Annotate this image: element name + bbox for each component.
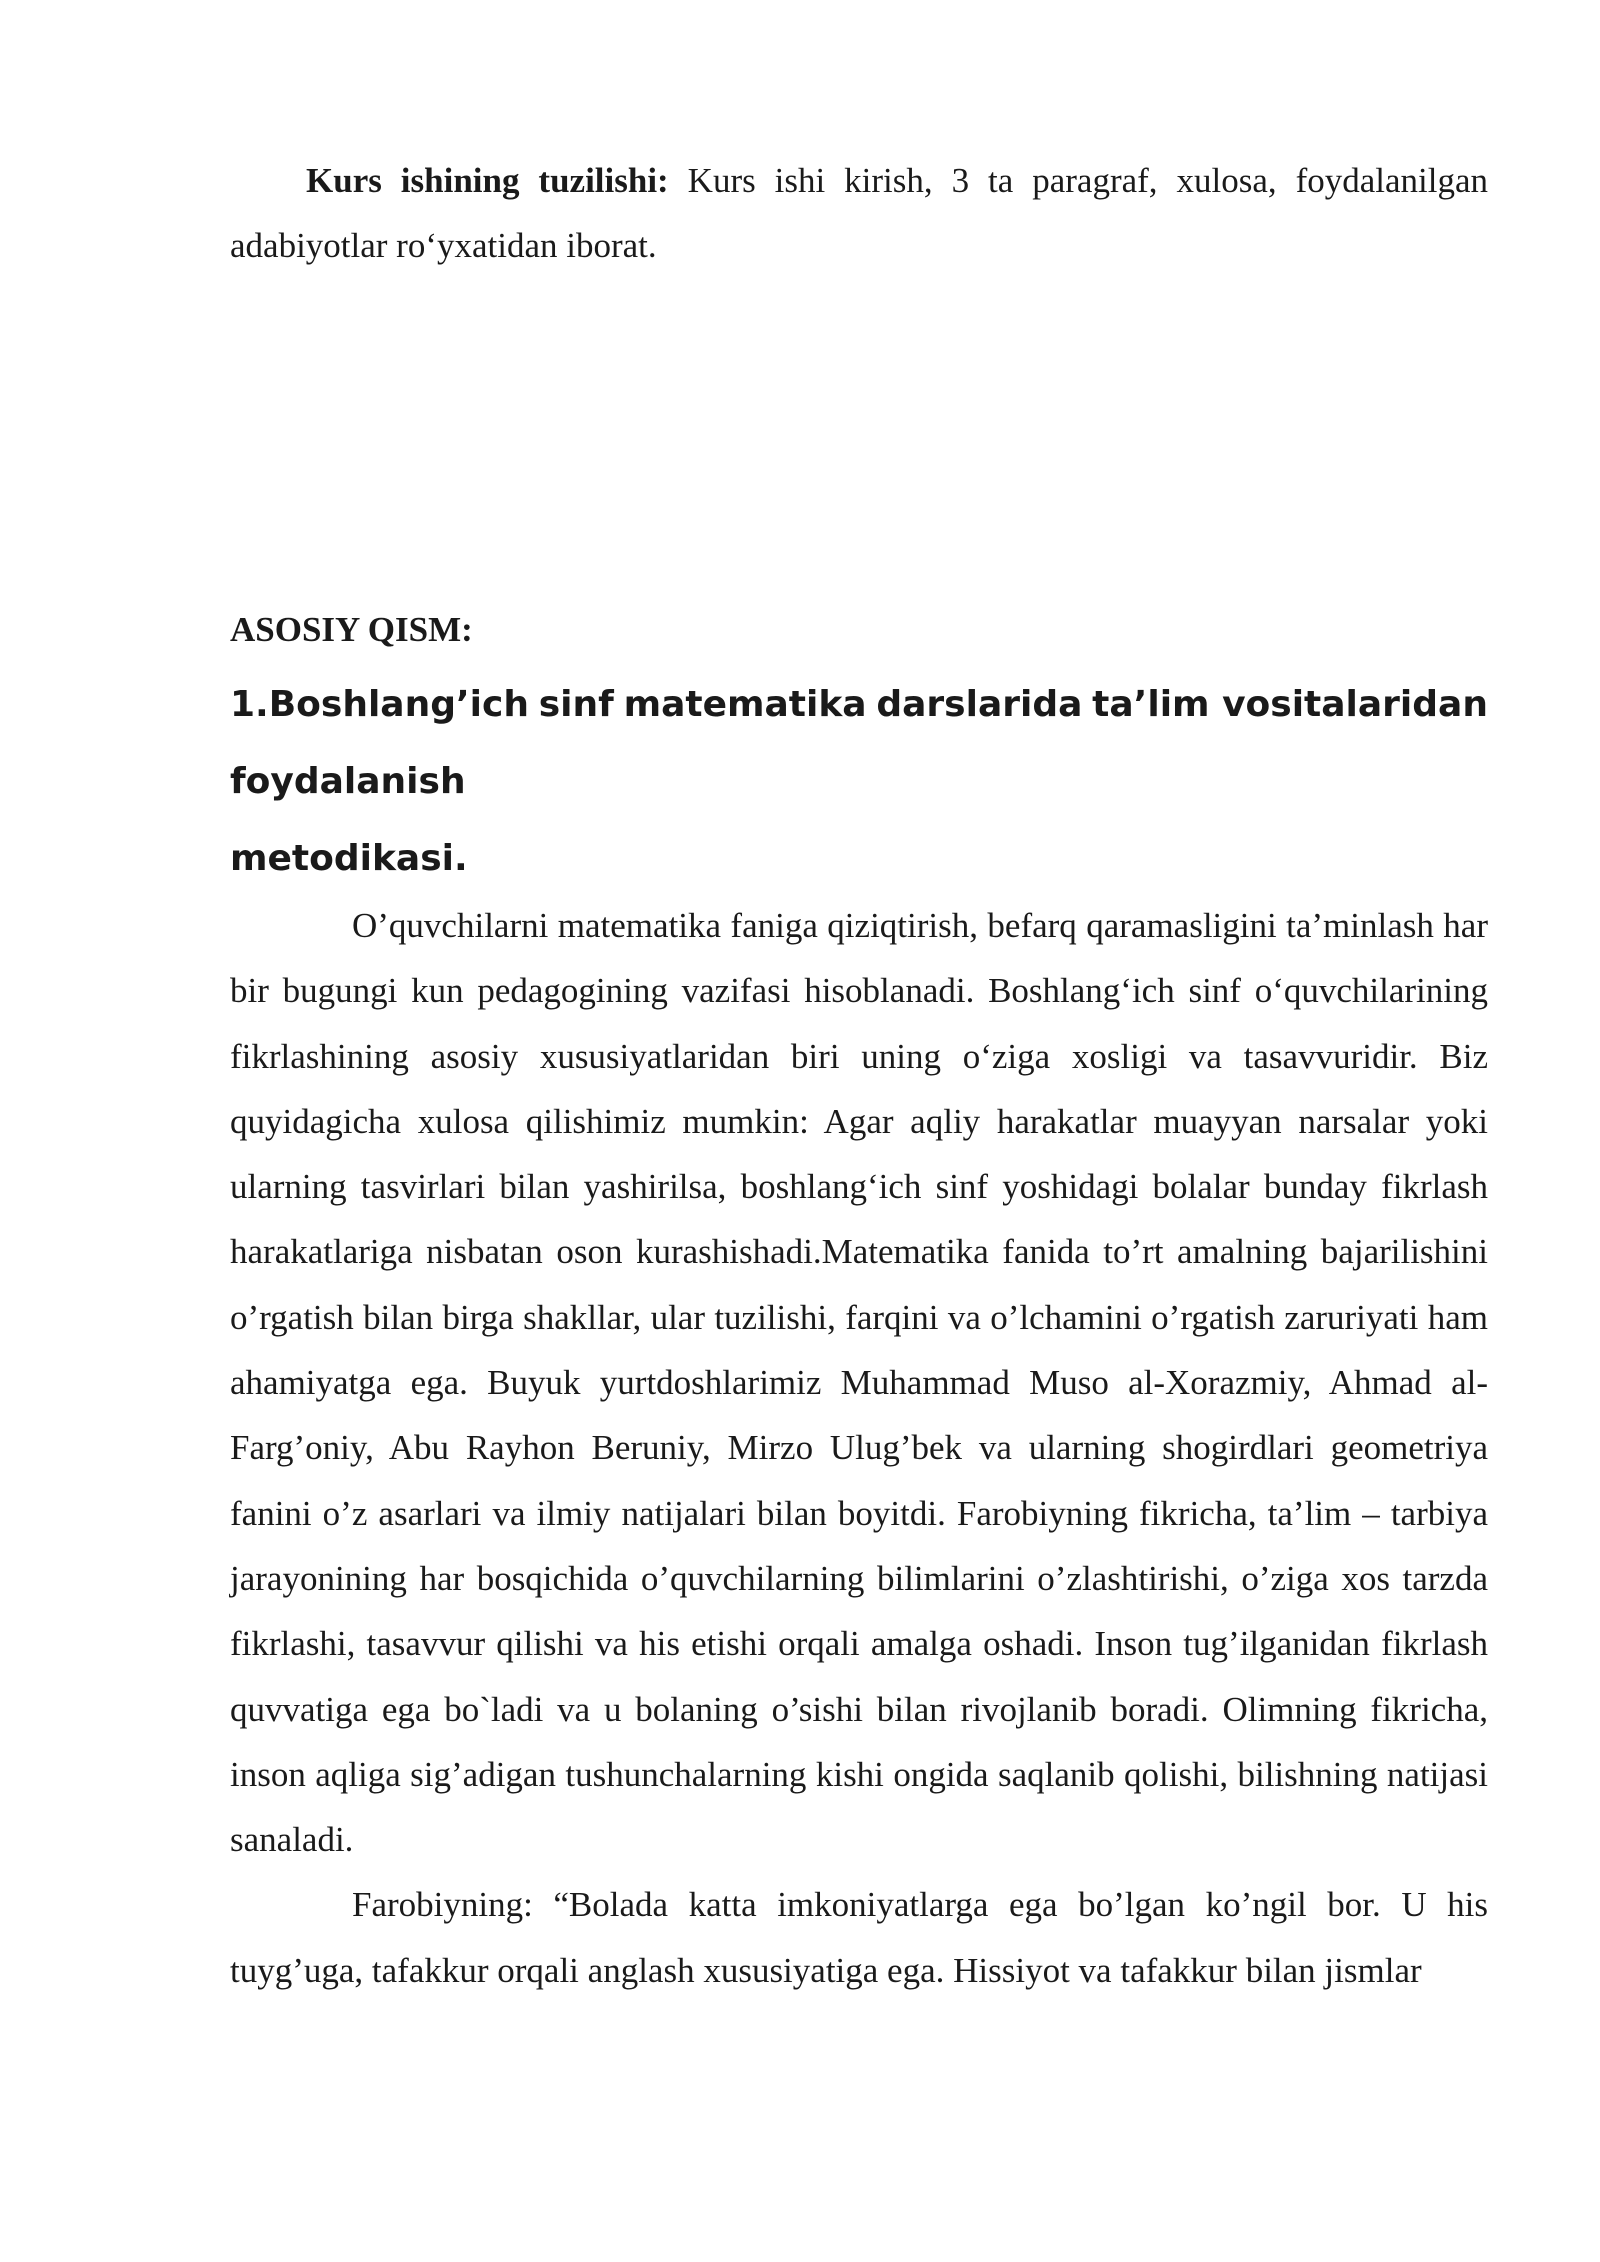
body-paragraph: Farobiyning: “Bolada katta imkoniyatlarga ega bo’lgan ko’ngil bor. U his tuyg’uga, tafakkur orqali anglash xususiyatiga ega. Hissiyot va tafakkur bilan jismlar: [230, 1885, 1488, 1990]
intro-lead: Kurs ishining tuzilishi:: [306, 161, 669, 200]
title-word: sinf: [538, 684, 614, 725]
title-word: 1.Boshlang’ich: [230, 684, 529, 725]
body-text: [230, 893, 1488, 2003]
section-title-line-2: foydalanish: [230, 761, 466, 802]
intro-text: Kurs ishi kirish, 3 ta paragraf, xulosa, foydalanilgan adabiyotlar ro‘yxatidan iborat.: [230, 161, 1489, 266]
section-title-line-3: metodikasi.: [230, 838, 468, 879]
title-word: ta’lim vositalaridan: [1092, 684, 1488, 725]
section-label: ASOSIY QISM:: [230, 610, 473, 649]
body-paragraph: O’quvchilarni matematika faniga qiziqtirish, befarq qaramasligini ta’minlash har bir bugungi kun pedagogining vazifasi hisoblanadi. Boshlang‘ich sinf o‘quvchilarining fikrlashining asosiy xususiyatlaridan biri uning o‘ziga xosligi va tasavvuridir. Biz quyidagicha xulosa qilishimiz mumkin: Agar aqliy harakatlar muayyan narsalar yoki ularning tasvirlari bilan yashirilsa, boshlang‘ich sinf yoshidagi bolalar bunday fikrlash harakatlariga nisbatan oson kurashishadi.Matematika fanida to’rt amalning bajarilishini o’rgatish bilan birga shakllar, ular tuzilishi, farqini va o’lchamini o’rgatish zaruriyati ham ahamiyatga ega. Buyuk yurtdoshlarimiz Muhammad Muso al-Xorazmiy, Ahmad al-Farg’oniy, Abu Rayhon Beruniy, Mirzo Ulug’bek va ularning shogirdlari geometriya fanini o’z asarlari va ilmiy natijalari bilan boyitdi. Farobiyning fikricha, ta’lim – tarbiya jarayonining har bosqichida o’quvchilarning bilimlarini o’zlashtirishi, o’ziga xos tarzda fikrlashi, tasavvur qilishi va his etishi orqali amalga oshadi. Inson tug’ilganidan fikrlash quvvatiga ega bo`ladi va u bolaning o’sishi bilan rivojlanib boradi. Olimning fikricha, inson aqliga sig’adigan tushunchalarning kishi ongida saqlanib qolishi, bilishning natijasi sanaladi.: [230, 906, 1488, 1860]
title-word: darslarida: [876, 684, 1083, 725]
section-title: [230, 666, 1488, 897]
intro-block: [230, 148, 1488, 279]
title-word: matematika: [623, 684, 867, 725]
section-title-line-1: [230, 666, 1488, 743]
intro-paragraph: [230, 148, 1488, 279]
